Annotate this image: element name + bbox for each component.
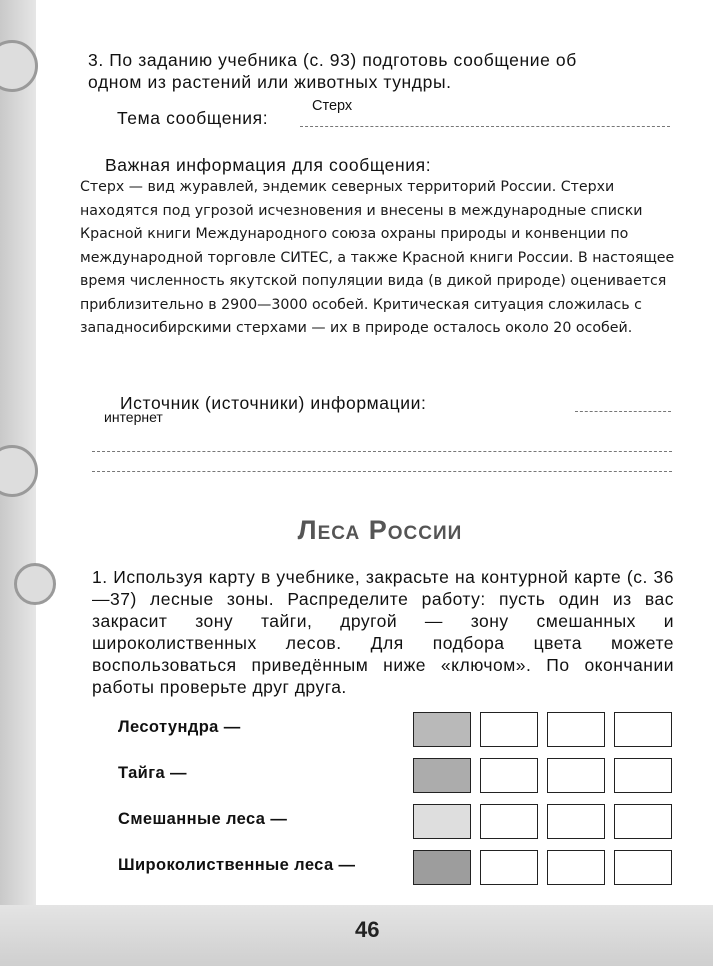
color-box[interactable]	[480, 804, 538, 839]
answer-line	[92, 471, 672, 472]
info-line: международной торговле СИТЕС, а также Красной книги России. В настоящее	[80, 249, 675, 266]
color-box[interactable]	[614, 804, 672, 839]
info-label: Важная информация для сообщения:	[105, 155, 432, 175]
info-text[interactable]	[80, 176, 680, 341]
color-key-swatch	[413, 850, 471, 885]
task3-line2: одном из растений или животных тундры.	[88, 72, 452, 92]
color-box[interactable]	[614, 758, 672, 793]
color-box[interactable]	[614, 712, 672, 747]
color-box[interactable]	[547, 850, 605, 885]
color-key-swatch	[413, 712, 471, 747]
info-line: приблизительно в 2900—3000 особей. Критическая ситуация сложилась с	[80, 296, 642, 313]
info-line: находятся под угрозой исчезновения и внесены в международные списки	[80, 202, 643, 219]
topic-label: Тема сообщения:	[117, 108, 269, 128]
topic-value[interactable]: Стерх	[312, 98, 353, 114]
key-label: Широколиственные леса —	[118, 856, 356, 874]
answer-line	[92, 451, 672, 452]
task1-text: 1. Используя карту в учебнике, закрасьте на контурной карте (с. 36—37) лесные зоны. Распределите работу: пусть один из вас закрасит зону тайги, другой — зону смешанных и широколиственных лесов. Для подбора цвета можете воспользоваться приведённым ниже «ключом». По окончании работы проверьте друг друга.	[92, 567, 674, 697]
task3-line1: 3. По заданию учебника (с. 93) подготовь сообщение об	[88, 50, 577, 70]
info-line: время численность якутской популяции вида (в дикой природе) оценивается	[80, 273, 667, 289]
key-label: Лесотундра —	[118, 718, 241, 736]
answer-line	[575, 411, 671, 412]
topic-line	[300, 126, 670, 127]
globe-icon	[14, 563, 56, 605]
color-box[interactable]	[547, 804, 605, 839]
color-box[interactable]	[547, 712, 605, 747]
info-line: Стерх — вид журавлей, эндемик северных территорий России. Стерхи	[80, 179, 615, 195]
color-box[interactable]	[480, 850, 538, 885]
section-title: Леса России	[297, 515, 463, 545]
key-label: Смешанные леса —	[118, 810, 288, 828]
page-number: 46	[355, 917, 380, 942]
color-box[interactable]	[614, 850, 672, 885]
source-label: Источник (источники) информации:	[120, 393, 427, 413]
color-key-swatch	[413, 804, 471, 839]
color-box[interactable]	[480, 712, 538, 747]
info-line: Красной книги Международного союза охраны природы и конвенции по	[80, 226, 629, 242]
color-box[interactable]	[480, 758, 538, 793]
color-key-swatch	[413, 758, 471, 793]
info-line: западносибирскими стерхами — их в природе осталось около 20 особей.	[80, 320, 633, 336]
color-box[interactable]	[547, 758, 605, 793]
key-label: Тайга —	[118, 764, 187, 782]
source-value[interactable]: интернет	[104, 409, 163, 425]
